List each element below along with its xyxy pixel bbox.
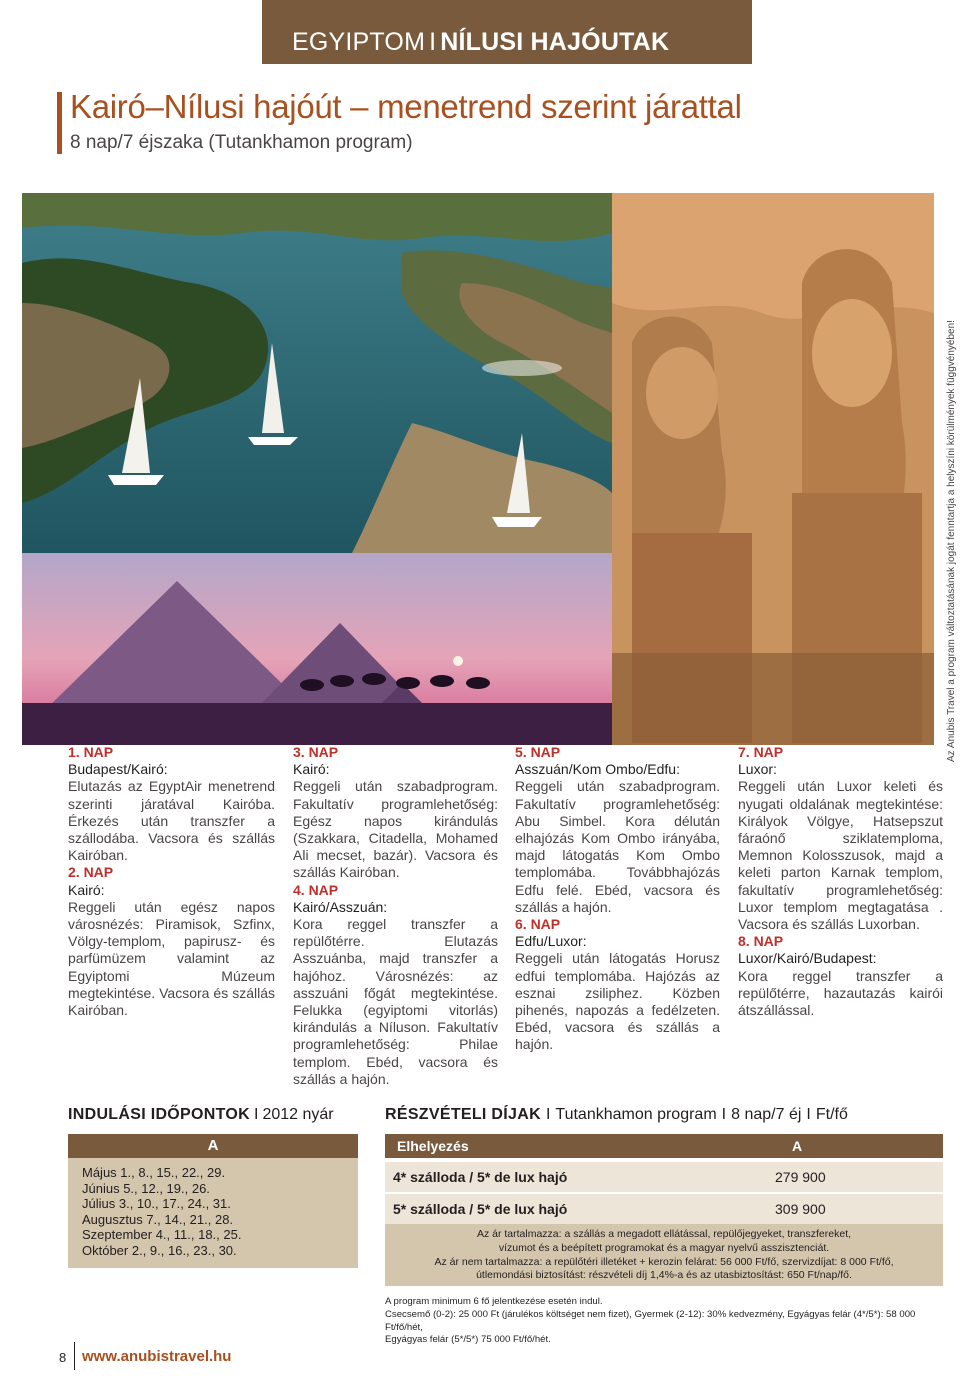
prices-title-separator: I	[806, 1106, 811, 1123]
day-route: Asszuán/Kom Ombo/Edfu:	[515, 761, 680, 778]
day-route: Budapest/Kairó:	[68, 761, 168, 778]
departures-title	[68, 1106, 334, 1124]
photo-pyramids-sunset	[22, 553, 612, 745]
day-route: Kairó:	[68, 881, 105, 898]
day-description: Reggeli után egész napos városnézés: Piramisok, Szfinx, Völgy-templom, papirusz- és parfümüzem valamint az Egyiptomi Múzeum megtekintése. Vacsora és szállás Kairóban.	[68, 898, 275, 1019]
day-route: Edfu/Luxor:	[515, 933, 587, 950]
day-route: Kairó:	[293, 761, 330, 778]
header-category: NÍLUSI HAJÓUTAK	[440, 28, 670, 56]
departure-dates: Szeptember 4., 11., 18., 25.	[82, 1227, 242, 1243]
section-header-band	[262, 0, 752, 64]
day-label: 4. NAP	[293, 881, 339, 898]
day-route: Luxor:	[738, 761, 777, 778]
section-header-text	[292, 28, 669, 57]
departures-list	[68, 1158, 358, 1268]
departures-title-bold: INDULÁSI IDŐPONTOK	[68, 1106, 251, 1123]
page-number: 8	[59, 1350, 67, 1365]
note-line: Csecsemő (0-2): 25 000 Ft (járulékos költséget nem fizet), Gyermek (2-12): 30% kedvezmény, Egyágyas felár (4*/5*): 58 000 Ft/fő/hét,	[385, 1308, 916, 1333]
departure-dates: Augusztus 7., 14., 21., 28.	[82, 1211, 234, 1227]
price-row	[385, 1194, 943, 1224]
price-row-accommodation: 4* szálloda / 5* de lux hajó	[393, 1169, 568, 1185]
day-label: 2. NAP	[68, 864, 114, 881]
departure-dates: Június 5., 12., 19., 26.	[82, 1180, 210, 1196]
price-note-line: Az ár nem tartalmazza: a repülőtéri illetéket + kerozin felárat: 56 000 Ft/fő, szervizdíjat: 8 000 Ft/fő,	[434, 1255, 894, 1268]
prices-title	[385, 1106, 848, 1124]
itinerary-column-4	[738, 744, 943, 1019]
departure-dates: Július 3., 10., 17., 24., 31.	[82, 1196, 231, 1212]
day-description: Kora reggel transzfer a repülőtérre. Elutazás Asszuánba, majd transzfer a hajóhoz. Városnézés: az asszuáni főgát megtekintése. Felukka (egyiptomi vitorlás) kirándulás a Níluson. Fakultatív programlehetőség: Philae templom. Ebéd, vacsora és szállás a hajón.	[293, 916, 498, 1087]
departures-column-header: A	[68, 1134, 358, 1158]
day-description: Reggeli után szabadprogram. Fakultatív programlehetőség: Abu Simbel. Kora délután elhajózás Kom Ombo irányába, majd látogatás Kom Ombo templomába. Továbbhajózás Edfu felé. Ebéd, vacsora és szállás a hajón.	[515, 778, 720, 915]
prices-title-separator: I	[545, 1106, 551, 1123]
side-disclaimer: Az Anubis Travel a program változtatásának jogát fenntartja a helyszíni körülmények függvényében!	[946, 320, 957, 762]
day-description: Reggeli után szabadprogram. Fakultatív programlehetőség: Egész napos kirándulás (Szakkara, Citadella, Mohamed Ali mecset, bazár). Vacsora és szállás Kairóban.	[293, 778, 498, 881]
price-inclusions-note	[385, 1224, 943, 1286]
prices-header-column-a: A	[792, 1138, 803, 1154]
photo-abu-simbel	[612, 193, 934, 745]
day-label: 3. NAP	[293, 744, 339, 760]
note-line: Egyágyas felár (5*/5*) 75 000 Ft/fő/hét.	[385, 1334, 551, 1346]
prices-header-accommodation: Elhelyezés	[397, 1138, 469, 1154]
photo-nile-feluccas	[22, 193, 612, 553]
price-row-value: 309 900	[775, 1201, 826, 1217]
prices-title-bold: RÉSZVÉTELI DÍJAK	[385, 1106, 541, 1123]
day-description: Kora reggel transzfer a repülőtérre, hazautazás kairói átszállással.	[738, 967, 943, 1019]
prices-program-name: Tutankhamon program	[555, 1106, 717, 1123]
day-label: 5. NAP	[515, 744, 561, 760]
price-note-line: vízumot és a beépített programokat és a magyar nyelvű asszisztenciát.	[498, 1241, 830, 1254]
day-label: 6. NAP	[515, 916, 561, 933]
itinerary-column-2	[293, 744, 498, 1088]
additional-notes	[385, 1296, 945, 1347]
website-link[interactable]: www.anubistravel.hu	[82, 1348, 232, 1365]
prices-table-header	[385, 1134, 943, 1158]
day-label: 1. NAP	[68, 744, 114, 760]
page-title: Kairó–Nílusi hajóút – menetrend szerint járattal	[70, 88, 742, 125]
departure-dates: Május 1., 8., 15., 22., 29.	[82, 1165, 226, 1180]
itinerary-column-1	[68, 744, 275, 1019]
day-route: Kairó/Asszuán:	[293, 898, 388, 915]
departures-season: 2012 nyár	[262, 1106, 334, 1123]
itinerary-column-3	[515, 744, 720, 1054]
day-route: Luxor/Kairó/Budapest:	[738, 950, 877, 967]
note-line: A program minimum 6 fő jelentkezése esetén indul.	[385, 1296, 603, 1307]
departures-title-separator: I	[254, 1106, 259, 1123]
prices-title-separator: I	[721, 1106, 727, 1123]
price-note-line: útlemondási biztosítást: részvételi díj 1,4%-a és az utasbiztosítást: 650 Ft/nap/fő.	[476, 1269, 852, 1282]
footer-divider	[74, 1342, 75, 1370]
page-subtitle: 8 nap/7 éjszaka (Tutankhamon program)	[70, 132, 413, 153]
price-row-value: 279 900	[775, 1169, 826, 1185]
price-note-line: Az ár tartalmazza: a szállás a megadott ellátással, repülőjegyeket, transzfereket,	[476, 1228, 852, 1240]
header-separator: I	[429, 28, 437, 56]
title-accent-bar	[57, 92, 62, 154]
header-country: EGYIPTOM	[292, 28, 426, 56]
price-row-accommodation: 5* szálloda / 5* de lux hajó	[393, 1201, 568, 1217]
departure-dates: Október 2., 9., 16., 23., 30.	[82, 1242, 237, 1258]
day-description: Elutazás az EgyptAir menetrend szerinti járatával Kairóba. Érkezés után transzfer a szállodába. Vacsora és szállás Kairóban.	[68, 778, 275, 864]
day-description: Reggeli után látogatás Horusz edfui templomába. Hajózás az esznai zsiliphez. Közben pihenés, napozás a fedélzeten. Ebéd, vacsora és szállás a hajón.	[515, 950, 720, 1053]
day-label: 8. NAP	[738, 933, 784, 950]
day-label: 7. NAP	[738, 744, 784, 760]
price-row	[385, 1162, 943, 1192]
prices-duration: 8 nap/7 éj	[731, 1106, 802, 1123]
prices-unit: Ft/fő	[815, 1106, 848, 1123]
day-description: Reggeli után Luxor keleti és nyugati oldalának megtekintése: Királyok Völgye, Hatsepszut fáraónő sziklatemploma, Memnon Kolosszusok, majd a keleti parton Karnak templom, fakultatív programlehetőség: Luxor templom megtagatása . Vacsora és szállás Luxorban.	[738, 778, 943, 933]
